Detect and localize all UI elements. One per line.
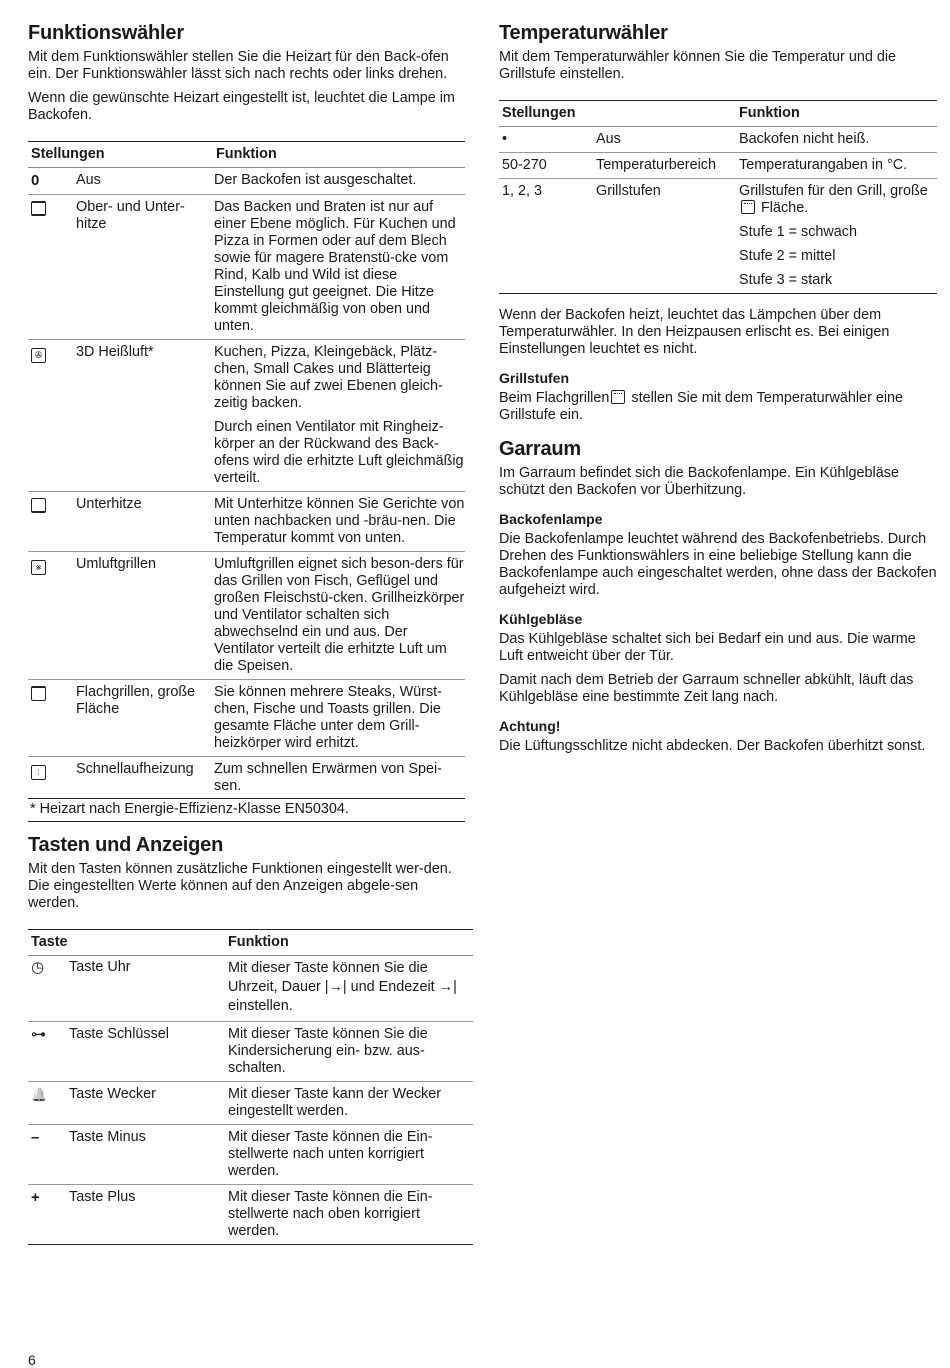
row-function: Umluftgrillen eignet sich beson-ders für das Grillen von Fisch, Geflügel und großen Fleischstü-cken. Grillheizkörper und Ventilator schalten sich abwechselnd ein und aus. Der Ventilator verteilt die erhitzte Luft um die Speisen. — [214, 556, 465, 674]
row-function: Mit dieser Taste können die Ein-stellwerte nach oben korrigiert werden. — [228, 1189, 433, 1239]
row-name: Umluftgrillen — [76, 556, 156, 572]
zero-icon: 0 — [31, 172, 40, 189]
flat-grill-icon — [741, 200, 755, 214]
table-row — [28, 680, 465, 757]
row-name: Grillstufen — [596, 183, 661, 199]
row-name: Flachgrillen, große Fläche — [76, 684, 196, 717]
end-time-icon: →| — [438, 979, 457, 995]
bottom-heat-icon — [31, 498, 46, 513]
row-function: Der Backofen ist ausgeschaltet. — [214, 172, 417, 188]
row-name: Taste Plus — [69, 1189, 136, 1205]
header-funktion: Funktion — [739, 105, 800, 121]
header-stellungen: Stellungen — [31, 146, 105, 162]
row-function-text-2: Durch einen Ventilator mit Ringheiz-körper an der Rückwand des Back-ofens wird die erhitzte Luft gleichmäßig verteilt. — [214, 419, 464, 486]
row-name: Unterhitze — [76, 496, 142, 512]
table-footnote: * Heizart nach Energie-Effizienz-Klasse EN50304. — [28, 798, 465, 822]
row-function: Zum schnellen Erwärmen von Spei-sen. — [214, 761, 442, 794]
table-row — [28, 340, 465, 492]
bell-icon: 🔔 — [31, 1087, 48, 1102]
lamp-paragraph: Wenn die gewünschte Heizart eingestellt ist, leuchtet die Lampe im Backofen. — [28, 90, 455, 123]
row-function: Backofen nicht heiß. — [739, 131, 870, 147]
subheading-backofenlampe: Backofenlampe — [499, 511, 603, 527]
row-position: 50-270 — [502, 157, 547, 173]
stufe-1: Stufe 1 = schwach — [739, 224, 857, 240]
stufe-2: Stufe 2 = mittel — [739, 248, 836, 264]
row-function: Mit Unterhitze können Sie Gerichte von unten nachbacken und -bräu-nen. Die Temperatur kommt von unten. — [214, 496, 465, 546]
key-icon: ⊶ — [31, 1026, 46, 1043]
table-header — [28, 142, 465, 168]
right-column — [499, 22, 937, 762]
table-row — [28, 757, 465, 799]
table-header — [499, 101, 937, 127]
row-function: Mit dieser Taste kann der Wecker eingestellt werden. — [228, 1086, 442, 1119]
kuehlgeblaese-paragraph-2: Damit nach dem Betrieb der Garraum schneller abkühlt, läuft das Kühlgebläse eine bestimmte Zeit lang nach. — [499, 672, 914, 705]
func-text: einstellen. — [228, 998, 293, 1014]
section-title-temperaturwaehler: Temperaturwähler — [499, 22, 668, 44]
table-row — [28, 552, 465, 680]
subheading-kuehlgeblaese: Kühlgebläse — [499, 611, 583, 627]
row-name: Temperaturbereich — [596, 157, 716, 173]
row-position: 1, 2, 3 — [502, 183, 543, 199]
rapid-heat-icon: ⦙ — [31, 765, 46, 780]
kuehlgeblaese-paragraph-1: Das Kühlgebläse schaltet sich bei Bedarf ein und aus. Die warme Luft entweicht über der Tür. — [499, 631, 916, 664]
table-row — [499, 127, 937, 153]
left-column — [28, 22, 465, 1245]
row-name: Taste Wecker — [69, 1086, 156, 1102]
row-function-text: Kuchen, Pizza, Kleingebäck, Plätz-chen, Small Cakes und Blätterteig können Sie auf zwei Ebenen gleich-zeitig backen. — [214, 344, 443, 411]
funktionswaehler-table — [28, 141, 465, 822]
header-funktion: Funktion — [228, 934, 289, 950]
achtung-paragraph: Die Lüftungsschlitze nicht abdecken. Der Backofen überhitzt sonst. — [499, 738, 926, 754]
row-name: Aus — [76, 172, 101, 188]
header-stellungen: Stellungen — [502, 105, 576, 121]
table-row — [28, 195, 465, 340]
table-row — [28, 1185, 473, 1245]
row-name: Taste Schlüssel — [69, 1026, 169, 1042]
table-row — [499, 153, 937, 179]
convection-grill-icon: ⨳ — [31, 560, 46, 575]
row-function: Mit dieser Taste können Sie die Kindersicherung ein- bzw. aus-schalten. — [228, 1026, 428, 1076]
header-funktion: Funktion — [216, 146, 277, 162]
plus-icon: + — [31, 1189, 40, 1206]
flat-grill-icon — [611, 390, 625, 404]
stufe-3: Stufe 3 = stark — [739, 272, 833, 288]
tasten-intro: Mit den Tasten können zusätzliche Funktionen eingestellt wer-den. Die eingestellten Werte können auf den Anzeigen abgele-sen werden. — [28, 861, 452, 911]
flat-grill-icon — [31, 686, 46, 701]
func-text: Grillstufen für den Grill, große — [739, 183, 928, 199]
3d-hot-air-icon: ✇ — [31, 348, 46, 363]
section-title-garraum: Garraum — [499, 438, 581, 460]
duration-icon: |→| — [324, 979, 347, 995]
temp-intro: Mit dem Temperaturwähler können Sie die Temperatur und die Grillstufe einstellen. — [499, 49, 897, 82]
garraum-intro: Im Garraum befindet sich die Backofenlampe. Ein Kühlgebläse schützt den Backofen vor Überhitzung. — [499, 465, 899, 498]
subheading-grillstufen: Grillstufen — [499, 370, 570, 386]
func-text: Mit dieser Taste können Sie die Uhrzeit, Dauer — [228, 960, 428, 995]
table-row — [28, 1125, 473, 1185]
table-header — [28, 930, 473, 956]
table-row — [28, 1022, 473, 1082]
intro-paragraph: Mit dem Funktionswähler stellen Sie die Heizart für den Back-ofen ein. Der Funktionswähler lässt sich nach rechts oder links drehen. — [28, 49, 449, 82]
row-name: Taste Minus — [69, 1129, 146, 1145]
row-function: Sie können mehrere Steaks, Würst-chen, Fische und Toasts grillen. Die gesamte Fläche unter dem Grill-heizkörper wird erhitzt. — [214, 684, 442, 751]
section-title-tasten: Tasten und Anzeigen — [28, 834, 224, 856]
top-bottom-heat-icon — [31, 201, 46, 216]
func-text: Fläche. — [761, 200, 809, 216]
row-name: Schnellaufheizung — [76, 761, 194, 777]
table-row — [28, 956, 473, 1022]
section-title-funktionswaehler: Funktionswähler — [28, 22, 184, 44]
clock-icon: ◷ — [31, 959, 45, 976]
row-function: Temperaturangaben in °C. — [739, 157, 908, 173]
row-name: Taste Uhr — [69, 959, 131, 975]
table-row — [499, 179, 937, 294]
table-row — [28, 1082, 473, 1125]
row-function — [228, 959, 473, 1016]
minus-icon: – — [31, 1129, 40, 1146]
row-function: Das Backen und Braten ist nur auf einer Ebene möglich. Für Kuchen und Pizza in Formen oder auf dem Blech sowie für magere Bratenstü-cke vom Rind, Kalb und Wild ist diese Einstellung gut geeignet. Die Hitze kommt gleichmäßig von oben und unten. — [214, 199, 456, 334]
grill-text: Beim Flachgrillen — [499, 390, 610, 406]
row-function: Mit dieser Taste können die Ein-stellwerte nach unten korrigiert werden. — [228, 1129, 433, 1179]
subheading-achtung: Achtung! — [499, 718, 561, 734]
tasten-table — [28, 929, 473, 1245]
page-number: 6 — [28, 1352, 36, 1368]
row-name: 3D Heißluft* — [76, 344, 154, 360]
grillstufen-paragraph — [499, 390, 937, 424]
temp-lamp-paragraph: Wenn der Backofen heizt, leuchtet das Lämpchen über dem Temperaturwähler. In den Heizpausen erlischt es. Bei einigen Einstellungen leuchtet es nicht. — [499, 307, 890, 357]
temperaturwaehler-table — [499, 100, 937, 294]
row-position: • — [502, 131, 508, 147]
grill-text: stellen Sie mit dem Temperaturwähler eine Grillstufe ein. — [499, 390, 904, 423]
row-name: Aus — [596, 131, 621, 147]
table-row — [28, 168, 465, 195]
table-row — [28, 492, 465, 552]
row-function — [214, 344, 465, 487]
row-name: Ober- und Unter-hitze — [76, 199, 185, 232]
row-function — [739, 183, 937, 289]
header-taste: Taste — [31, 934, 68, 950]
backofenlampe-paragraph: Die Backofenlampe leuchtet während des Backofenbetriebs. Durch Drehen des Funktionswählers in eine beliebige Stellung kann die Backofenlampe auch eingeschaltet werden, ohne dass der Backofen aufgeheizt wird. — [499, 531, 937, 598]
func-text: und Endezeit — [350, 979, 435, 995]
